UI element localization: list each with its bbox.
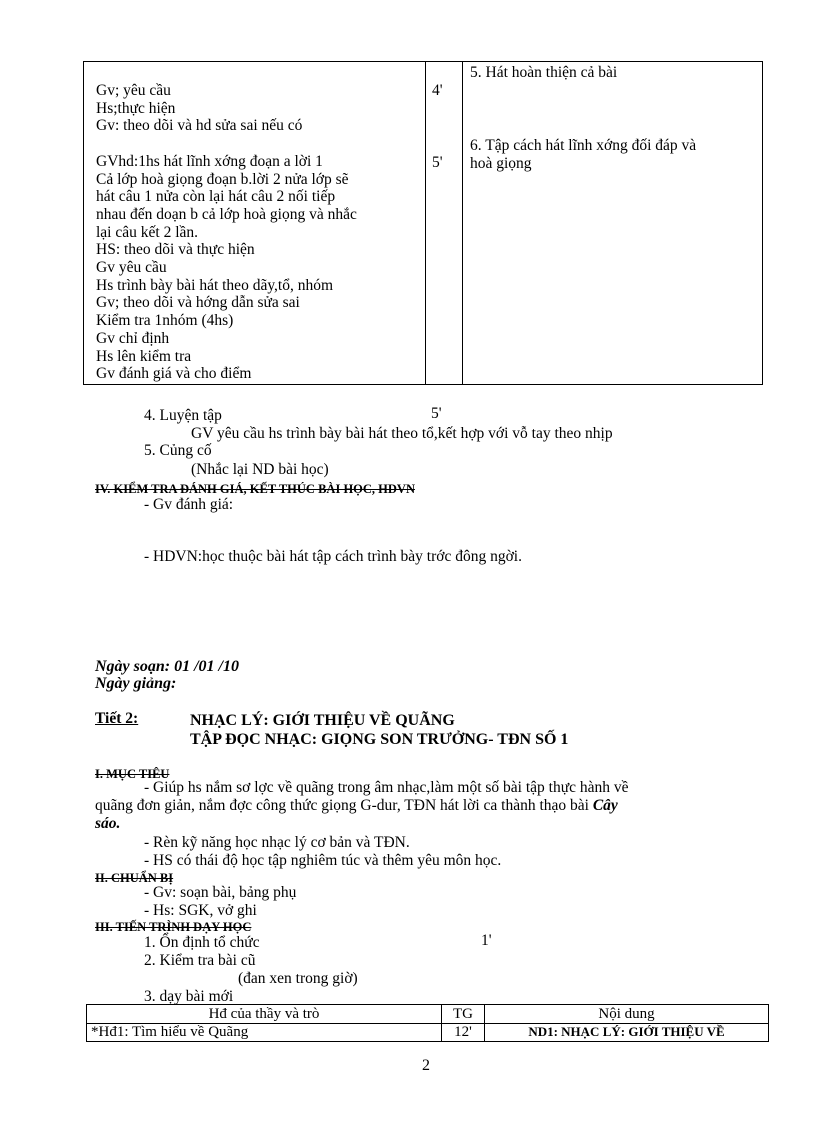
preparation-heading: II. CHUẨN BỊ [95, 871, 174, 885]
lesson-plan-table [86, 1004, 769, 1042]
time-cell: 5' [432, 154, 443, 171]
table-row [87, 1023, 769, 1042]
process-step-detail: (đan xen trong giờ) [238, 970, 358, 987]
table-cell: *Hđ1: Tìm hiểu về Quãng [87, 1023, 442, 1042]
preparation-student: - Hs: SGK, vở ghi [144, 902, 257, 919]
activity-line: Hs lên kiểm tra [96, 347, 192, 365]
content-cell: hoà giọng [470, 155, 532, 172]
table-header-row [87, 1005, 769, 1024]
content-cell: 6. Tập cách hát lĩnh xớng đối đáp và [470, 137, 697, 154]
table-header-cell: Nội dung [485, 1005, 769, 1024]
process-heading: III. TIẾN TRÌNH DẠY HỌC [95, 920, 252, 934]
objective-line: - Giúp hs nắm sơ lợc về quãng trong âm nhạc,làm một số bài tập thực hành về [144, 779, 629, 796]
table-header-cell: TG [442, 1005, 485, 1024]
practice-detail: GV yêu cầu hs trình bày bài hát theo tổ,kết hợp với vỗ tay theo nhịp [191, 425, 613, 442]
process-step-time: 1' [481, 932, 492, 949]
teach-date: Ngày giảng: [95, 675, 177, 692]
section-heading: IV. KIỂM TRA ĐÁNH GIÁ, KẾT THÚC BÀI HỌC, HDVN [95, 482, 415, 496]
objective-line: - HS có thái độ học tập nghiêm túc và thêm yêu môn học. [144, 852, 502, 869]
consolidate-heading: 5. Củng cố [144, 442, 212, 459]
activity-line: lại câu kết 2 lần. [96, 223, 198, 241]
lesson-label: Tiết 2: [95, 710, 139, 727]
activity-line: Kiểm tra 1nhóm (4hs) [96, 312, 234, 330]
table-divider [462, 62, 463, 384]
activity-line [96, 135, 431, 153]
objectives-heading: I. MỤC TIÊU [95, 767, 170, 781]
activity-line: Hs trình bày bài hát theo dãy,tổ, nhóm [96, 276, 334, 294]
activity-line: Gv chỉ định [96, 329, 170, 347]
practice-heading: 4. Luyện tập [144, 407, 222, 424]
objective-line: - Rèn kỹ năng học nhạc lý cơ bản và TĐN. [144, 834, 410, 851]
activity-line: Gv; theo dõi và hớng dẫn sửa sai [96, 294, 300, 312]
activity-line: Gv; yêu cầu [96, 82, 171, 99]
teacher-student-activity-cell [96, 82, 431, 384]
homework-text: - HDVN:học thuộc bài hát tập cách trình bày trớc đông ngời. [144, 548, 522, 565]
activity-table [83, 61, 763, 385]
content-cell: 5. Hát hoàn thiện cả bài [470, 64, 618, 81]
process-step: 1. Ổn định tổ chức [144, 934, 260, 951]
activity-line: nhau đến doạn b cả lớp hoà giọng và nhắc [96, 205, 357, 223]
table-cell: 12' [442, 1023, 485, 1042]
practice-time: 5' [431, 405, 442, 422]
consolidate-detail: (Nhắc lại ND bài học) [191, 461, 329, 478]
objective-line: sáo. [95, 815, 121, 832]
preparation-teacher: - Gv: soạn bài, bảng phụ [144, 884, 297, 901]
lesson-title: NHẠC LÝ: GIỚI THIỆU VỀ QUÃNG [190, 712, 455, 729]
table-header-cell: Hđ của thầy và trò [87, 1005, 442, 1024]
activity-line: HS: theo dõi và thực hiện [96, 241, 255, 259]
process-step: 2. Kiểm tra bài cũ [144, 952, 256, 969]
activity-line: hát câu 1 nửa còn lại hát câu 2 nối tiếp [96, 188, 336, 206]
activity-line: GVhd:1hs hát lĩnh xớng đoạn a lời 1 [96, 152, 323, 170]
prepare-date: Ngày soạn: 01 /01 /10 [95, 658, 239, 675]
page-number: 2 [422, 1057, 430, 1074]
activity-line: Gv đánh giá và cho điểm [96, 365, 252, 383]
activity-line: Cả lớp hoà giọng đoạn b.lời 2 nửa lớp sẽ [96, 170, 349, 188]
evaluation-text: - Gv đánh giá: [144, 496, 234, 513]
process-step: 3. dạy bài mới [144, 988, 234, 1005]
activity-line: Gv yêu cầu [96, 259, 167, 277]
table-cell: ND1: NHẠC LÝ: GIỚI THIỆU VỀ [485, 1023, 769, 1042]
lesson-subtitle: TẬP ĐỌC NHẠC: GIỌNG SON TRƯỞNG- TĐN SỐ 1 [190, 731, 569, 748]
activity-line: Gv: theo dõi và hd sửa sai nếu có [96, 117, 303, 135]
time-cell: 4' [432, 82, 443, 99]
objective-line: quãng đơn giản, nắm đợc công thức giọng G-dur, TĐN hát lời ca thành thạo bài Cây [95, 797, 618, 814]
activity-line: Hs;thực hiện [96, 99, 176, 117]
